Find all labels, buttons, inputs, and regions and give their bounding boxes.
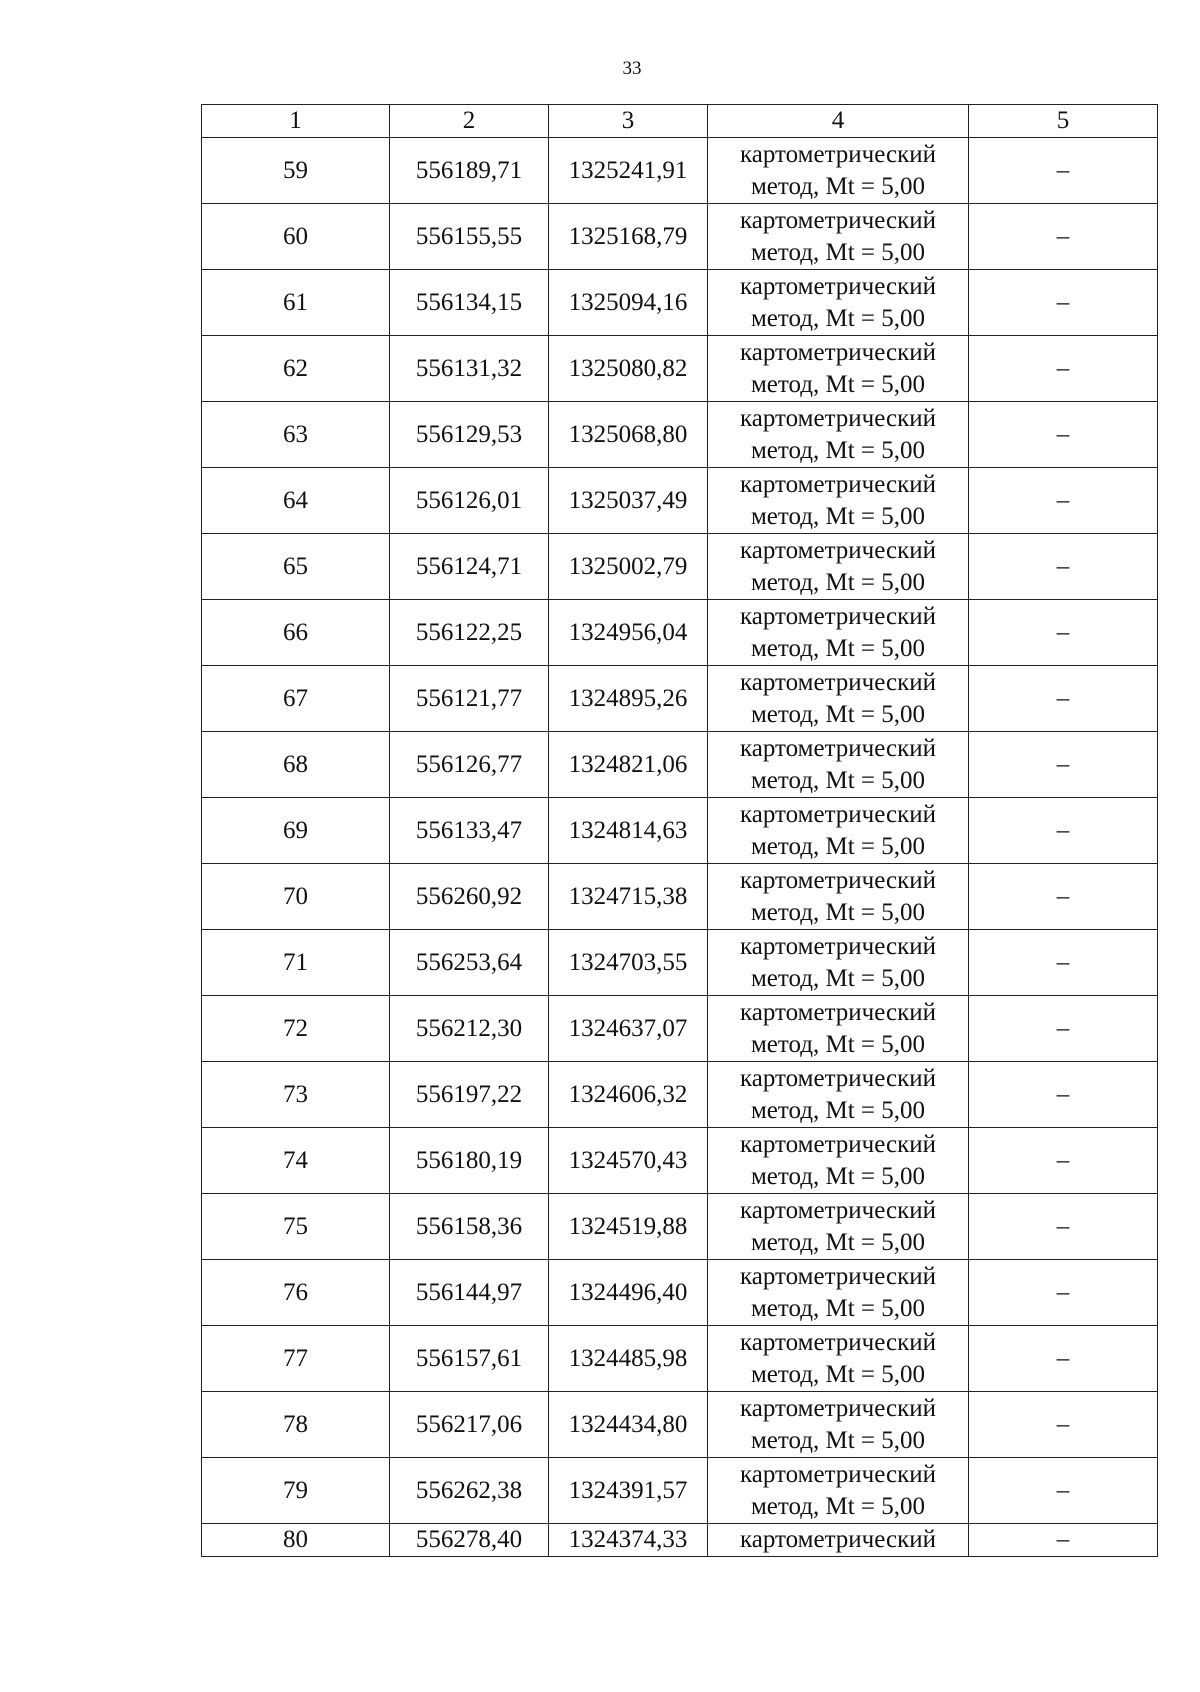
x-coordinate-cell: 556157,61	[390, 1326, 549, 1392]
table-row	[202, 996, 1158, 1062]
point-number-cell: 75	[202, 1194, 390, 1260]
y-coordinate-cell: 1324814,63	[549, 798, 708, 864]
method-cell	[708, 798, 969, 864]
table-row	[202, 1062, 1158, 1128]
method-line-2: метод, Mt = 5,00	[750, 370, 926, 398]
point-number-cell: 65	[202, 534, 390, 600]
table-row	[202, 1194, 1158, 1260]
method-line-1: картометрический	[740, 140, 936, 168]
method-line-1: картометрический	[740, 668, 936, 696]
method-cell	[708, 930, 969, 996]
method-line-1: картометрический	[740, 338, 936, 366]
method-cell	[708, 534, 969, 600]
method-line-2: метод, Mt = 5,00	[750, 502, 926, 530]
method-line-1: картометрический	[740, 470, 936, 498]
method-line-1: картометрический	[740, 1328, 936, 1356]
table-row	[202, 1392, 1158, 1458]
x-coordinate-cell: 556260,92	[390, 864, 549, 930]
y-coordinate-cell: 1324715,38	[549, 864, 708, 930]
x-coordinate-cell: 556129,53	[390, 402, 549, 468]
method-cell	[708, 600, 969, 666]
method-line-2: метод, Mt = 5,00	[750, 1360, 926, 1388]
table-row	[202, 1458, 1158, 1524]
note-cell: –	[969, 1326, 1158, 1392]
method-line-1: картометрический	[740, 1262, 936, 1290]
method-line-1: картометрический	[740, 866, 936, 894]
header-cell: 5	[969, 105, 1158, 138]
point-number-cell: 64	[202, 468, 390, 534]
method-line-2: метод, Mt = 5,00	[750, 700, 926, 728]
point-number-cell: 69	[202, 798, 390, 864]
note-cell: –	[969, 1260, 1158, 1326]
point-number-cell: 72	[202, 996, 390, 1062]
method-cell	[708, 336, 969, 402]
point-number-cell: 77	[202, 1326, 390, 1392]
note-cell: –	[969, 534, 1158, 600]
method-cell	[708, 996, 969, 1062]
header-cell: 4	[708, 105, 969, 138]
y-coordinate-cell: 1324374,33	[549, 1524, 708, 1557]
method-line-2: метод, Mt = 5,00	[750, 1096, 926, 1124]
y-coordinate-cell: 1324703,55	[549, 930, 708, 996]
y-coordinate-cell: 1324821,06	[549, 732, 708, 798]
x-coordinate-cell: 556278,40	[390, 1524, 549, 1557]
y-coordinate-cell: 1325002,79	[549, 534, 708, 600]
table-row	[202, 336, 1158, 402]
x-coordinate-cell: 556126,77	[390, 732, 549, 798]
point-number-cell: 74	[202, 1128, 390, 1194]
x-coordinate-cell: 556217,06	[390, 1392, 549, 1458]
note-cell: –	[969, 1392, 1158, 1458]
y-coordinate-cell: 1324570,43	[549, 1128, 708, 1194]
x-coordinate-cell: 556124,71	[390, 534, 549, 600]
y-coordinate-cell: 1324391,57	[549, 1458, 708, 1524]
method-line-2: метод, Mt = 5,00	[750, 634, 926, 662]
x-coordinate-cell: 556197,22	[390, 1062, 549, 1128]
note-cell: –	[969, 402, 1158, 468]
y-coordinate-cell: 1325037,49	[549, 468, 708, 534]
x-coordinate-cell: 556262,38	[390, 1458, 549, 1524]
note-cell: –	[969, 336, 1158, 402]
method-line-1: картометрический	[740, 602, 936, 630]
method-line-2: метод, Mt = 5,00	[750, 766, 926, 794]
point-number-cell: 68	[202, 732, 390, 798]
point-number-cell: 76	[202, 1260, 390, 1326]
method-line-1: картометрический	[740, 404, 936, 432]
point-number-cell: 59	[202, 138, 390, 204]
note-cell: –	[969, 1128, 1158, 1194]
note-cell: –	[969, 732, 1158, 798]
coordinates-table	[201, 104, 1158, 1557]
y-coordinate-cell: 1324519,88	[549, 1194, 708, 1260]
y-coordinate-cell: 1324956,04	[549, 600, 708, 666]
method-line-2: метод, Mt = 5,00	[750, 832, 926, 860]
point-number-cell: 63	[202, 402, 390, 468]
method-cell	[708, 402, 969, 468]
table-row	[202, 798, 1158, 864]
method-line-2: метод, Mt = 5,00	[750, 1294, 926, 1322]
note-cell: –	[969, 1062, 1158, 1128]
method-cell	[708, 468, 969, 534]
method-line-2: метод, Mt = 5,00	[750, 1162, 926, 1190]
note-cell: –	[969, 600, 1158, 666]
table-row	[202, 402, 1158, 468]
method-line-2: метод, Mt = 5,00	[750, 436, 926, 464]
note-cell: –	[969, 1524, 1158, 1557]
method-line-1: картометрический	[740, 800, 936, 828]
method-line-2: метод, Mt = 5,00	[750, 1426, 926, 1454]
table-row	[202, 864, 1158, 930]
x-coordinate-cell: 556134,15	[390, 270, 549, 336]
table-row	[202, 138, 1158, 204]
x-coordinate-cell: 556122,25	[390, 600, 549, 666]
table-row	[202, 468, 1158, 534]
method-line-1: картометрический	[740, 1196, 936, 1224]
y-coordinate-cell: 1325068,80	[549, 402, 708, 468]
x-coordinate-cell: 556121,77	[390, 666, 549, 732]
method-line-1: картометрический	[740, 932, 936, 960]
x-coordinate-cell: 556212,30	[390, 996, 549, 1062]
point-number-cell: 70	[202, 864, 390, 930]
x-coordinate-cell: 556180,19	[390, 1128, 549, 1194]
y-coordinate-cell: 1325094,16	[549, 270, 708, 336]
y-coordinate-cell: 1324496,40	[549, 1260, 708, 1326]
y-coordinate-cell: 1324485,98	[549, 1326, 708, 1392]
note-cell: –	[969, 138, 1158, 204]
table-row	[202, 1326, 1158, 1392]
method-line-1: картометрический	[740, 206, 936, 234]
table-row	[202, 1524, 1158, 1557]
method-line-1: картометрический	[740, 272, 936, 300]
method-cell	[708, 1524, 969, 1557]
method-cell	[708, 204, 969, 270]
method-line-1: картометрический	[740, 734, 936, 762]
point-number-cell: 60	[202, 204, 390, 270]
method-cell	[708, 1128, 969, 1194]
note-cell: –	[969, 1458, 1158, 1524]
table-row	[202, 666, 1158, 732]
y-coordinate-cell: 1325168,79	[549, 204, 708, 270]
table-row	[202, 204, 1158, 270]
method-cell	[708, 270, 969, 336]
method-cell	[708, 864, 969, 930]
method-cell	[708, 1392, 969, 1458]
method-cell	[708, 1326, 969, 1392]
method-line-2: метод, Mt = 5,00	[750, 898, 926, 926]
method-cell	[708, 1458, 969, 1524]
method-line-2: метод, Mt = 5,00	[750, 304, 926, 332]
method-line-2: метод, Mt = 5,00	[750, 1030, 926, 1058]
method-line-1: картометрический	[740, 1460, 936, 1488]
note-cell: –	[969, 270, 1158, 336]
method-line-2: метод, Mt = 5,00	[750, 172, 926, 200]
y-coordinate-cell: 1325241,91	[549, 138, 708, 204]
method-line-1: картометрический	[740, 998, 936, 1026]
note-cell: –	[969, 468, 1158, 534]
y-coordinate-cell: 1324606,32	[549, 1062, 708, 1128]
note-cell: –	[969, 930, 1158, 996]
method-cell	[708, 138, 969, 204]
header-cell: 1	[202, 105, 390, 138]
method-line-2: метод, Mt = 5,00	[750, 568, 926, 596]
x-coordinate-cell: 556189,71	[390, 138, 549, 204]
method-cell	[708, 666, 969, 732]
point-number-cell: 66	[202, 600, 390, 666]
note-cell: –	[969, 666, 1158, 732]
point-number-cell: 79	[202, 1458, 390, 1524]
header-cell: 2	[390, 105, 549, 138]
method-line-2: метод, Mt = 5,00	[750, 964, 926, 992]
page-number: 33	[622, 58, 642, 79]
y-coordinate-cell: 1324434,80	[549, 1392, 708, 1458]
table-row	[202, 270, 1158, 336]
y-coordinate-cell: 1324895,26	[549, 666, 708, 732]
table-row	[202, 600, 1158, 666]
x-coordinate-cell: 556133,47	[390, 798, 549, 864]
header-cell: 3	[549, 105, 708, 138]
point-number-cell: 80	[202, 1524, 390, 1557]
method-line-1: картометрический	[740, 1526, 936, 1553]
method-line-2: метод, Mt = 5,00	[750, 238, 926, 266]
method-cell	[708, 1260, 969, 1326]
method-line-1: картометрический	[740, 1130, 936, 1158]
x-coordinate-cell: 556155,55	[390, 204, 549, 270]
method-cell	[708, 1062, 969, 1128]
y-coordinate-cell: 1324637,07	[549, 996, 708, 1062]
note-cell: –	[969, 204, 1158, 270]
table-row	[202, 1128, 1158, 1194]
table-row	[202, 930, 1158, 996]
method-line-1: картометрический	[740, 1064, 936, 1092]
table-row	[202, 1260, 1158, 1326]
point-number-cell: 61	[202, 270, 390, 336]
point-number-cell: 62	[202, 336, 390, 402]
y-coordinate-cell: 1325080,82	[549, 336, 708, 402]
x-coordinate-cell: 556131,32	[390, 336, 549, 402]
x-coordinate-cell: 556144,97	[390, 1260, 549, 1326]
method-line-2: метод, Mt = 5,00	[750, 1228, 926, 1256]
x-coordinate-cell: 556253,64	[390, 930, 549, 996]
point-number-cell: 71	[202, 930, 390, 996]
method-cell	[708, 732, 969, 798]
table-body	[202, 138, 1158, 1557]
note-cell: –	[969, 864, 1158, 930]
x-coordinate-cell: 556158,36	[390, 1194, 549, 1260]
note-cell: –	[969, 798, 1158, 864]
point-number-cell: 73	[202, 1062, 390, 1128]
note-cell: –	[969, 1194, 1158, 1260]
table-row	[202, 534, 1158, 600]
point-number-cell: 67	[202, 666, 390, 732]
point-number-cell: 78	[202, 1392, 390, 1458]
x-coordinate-cell: 556126,01	[390, 468, 549, 534]
note-cell: –	[969, 996, 1158, 1062]
method-line-1: картометрический	[740, 536, 936, 564]
table-row	[202, 732, 1158, 798]
table-header-row	[202, 105, 1158, 138]
method-cell	[708, 1194, 969, 1260]
method-line-2: метод, Mt = 5,00	[750, 1492, 926, 1520]
method-line-1: картометрический	[740, 1394, 936, 1422]
